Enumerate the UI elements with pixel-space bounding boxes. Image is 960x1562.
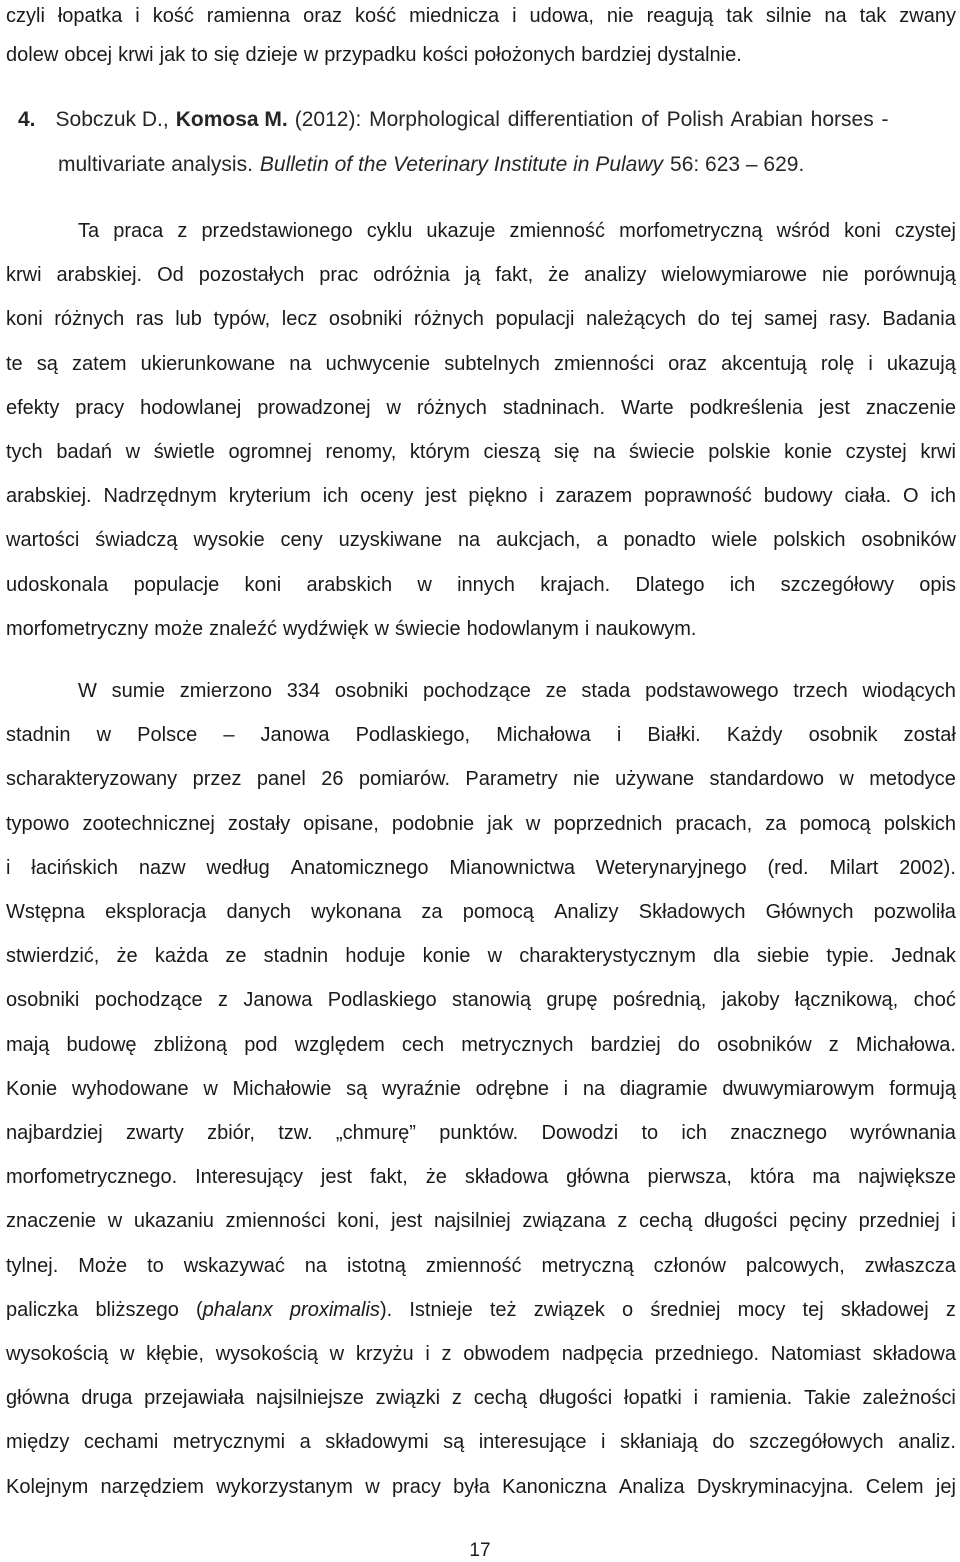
text-line: paliczka bliższego (phalanx proximalis). Istnieje też związek o średniej mocy tej składowej z: [6, 1298, 956, 1321]
text-line: dolew obcej krwi jak to się dzieje w przypadku kości położonych bardziej dystalnie.: [6, 44, 742, 66]
text-line: tych badań w świetle ogromnej renomy, którym cieszą się na świecie polskie konie czystej krwi: [6, 441, 956, 463]
text-line: Ta praca z przedstawionego cyklu ukazuje zmienność morfometryczną wśród koni czystej: [78, 220, 956, 242]
text-line: znaczenie w ukazaniu zmienności koni, jest najsilniej związana z cechą długości pęciny przedniej i: [6, 1210, 956, 1233]
reference-journal: Bulletin of the Veterinary Institute in Pulawy: [259, 153, 664, 176]
text-line: wartości świadczą wysokie ceny uzyskiwane na aukcjach, a ponadto wiele polskich osobników: [6, 529, 956, 552]
text-line: Kolejnym narzędziem wykorzystanym w pracy była Kanoniczna Analiza Dyskryminacyjna. Celem jej: [6, 1475, 956, 1498]
text-line: stwierdzić, że każda ze stadnin hoduje konie w charakterystycznym dla siebie typie. Jednak: [6, 945, 956, 968]
reference-line: [58, 153, 956, 177]
text-line: morfometryczny może znaleźć wydźwięk w świecie hodowlanym i naukowym.: [6, 617, 697, 640]
text-line: Konie wyhodowane w Michałowie są wyraźnie odrębne i na diagramie dwuwymiarowym formują: [6, 1077, 956, 1100]
text-line: arabskiej. Nadrzędnym kryterium ich oceny jest piękno i zarazem poprawność budowy ciała. O ich: [6, 485, 956, 508]
text-line: osobniki pochodzące z Janowa Podlaskiego stanowią grupę pośrednią, jakoby łącznikową, choć: [6, 989, 956, 1012]
text-line: wysokością w kłębie, wysokością w krzyżu i z obwodem nadpęcia przedniego. Natomiast składowa: [6, 1343, 956, 1365]
text-line: tylnej. Może to wskazywać na istotną zmienność metryczną członów palcowych, zwłaszcza: [6, 1254, 956, 1277]
text-line: stadnin w Polsce – Janowa Podlaskiego, Michałowa i Białki. Każdy osobnik został: [6, 724, 956, 747]
reference-title: (2012): Morphological differentiation of Polish Arabian horses -: [294, 108, 889, 131]
text-line: W sumie zmierzono 334 osobniki pochodzące ze stada podstawowego trzech wiodących: [78, 680, 956, 702]
text-line: te są zatem ukierunkowane na uchwycenie subtelnych zmienności oraz akcentują rolę i ukazują: [6, 352, 956, 375]
reference-volume-pages: 56: 623 – 629.: [670, 153, 805, 176]
text-line: najbardziej zwarty zbiór, tzw. „chmurę” punktów. Dowodzi to ich znacznego wyrównania: [6, 1122, 956, 1144]
reference-line: [18, 108, 956, 132]
text-line: i łacińskich nazw według Anatomicznego Mianownictwa Weterynaryjnego (red. Milart 2002).: [6, 856, 956, 879]
text-line: morfometrycznego. Interesujący jest fakt, że składowa główna pierwsza, która ma największe: [6, 1166, 956, 1189]
text-line: główna druga przejawiała najsilniejsze związki z cechą długości łopatki i ramienia. Takie zależności: [6, 1387, 956, 1410]
text-line: koni różnych ras lub typów, lecz osobniki różnych populacji należących do tej samej rasy. Badania: [6, 308, 956, 331]
page-number: 17: [469, 1540, 491, 1561]
text-line: scharakteryzowany przez panel 26 pomiarów. Parametry nie używane standardowo w metodyce: [6, 768, 956, 791]
reference-author: Sobczuk D.,: [55, 108, 169, 131]
text-line: krwi arabskiej. Od pozostałych prac odróżnia ją fakt, że analizy wielowymiarowe nie porównują: [6, 264, 956, 287]
text-line: między cechami metrycznymi a składowymi są interesujące i skłaniają do szczegółowych analiz.: [6, 1431, 956, 1454]
text-line: udoskonala populacje koni arabskich w innych krajach. Dlatego ich szczegółowy opis: [6, 573, 956, 596]
reference-author: Komosa M.: [175, 108, 288, 131]
text-line: czyli łopatka i kość ramienna oraz kość miednicza i udowa, nie reagują tak silnie na tak zwany: [6, 5, 956, 27]
text-line: mają budowę zbliżoną pod względem cech metrycznych bardziej do osobników z Michałowa.: [6, 1033, 956, 1056]
text-line: Wstępna eksploracja danych wykonana za pomocą Analizy Składowych Głównych pozwoliła: [6, 901, 956, 923]
text-line: typowo zootechnicznej zostały opisane, podobnie jak w poprzednich pracach, za pomocą polskich: [6, 812, 956, 835]
reference-title: multivariate analysis.: [58, 153, 253, 176]
reference-number: 4.: [18, 108, 36, 131]
text-line: efekty pracy hodowlanej prowadzonej w różnych stadninach. Warte podkreślenia jest znaczenie: [6, 396, 956, 419]
